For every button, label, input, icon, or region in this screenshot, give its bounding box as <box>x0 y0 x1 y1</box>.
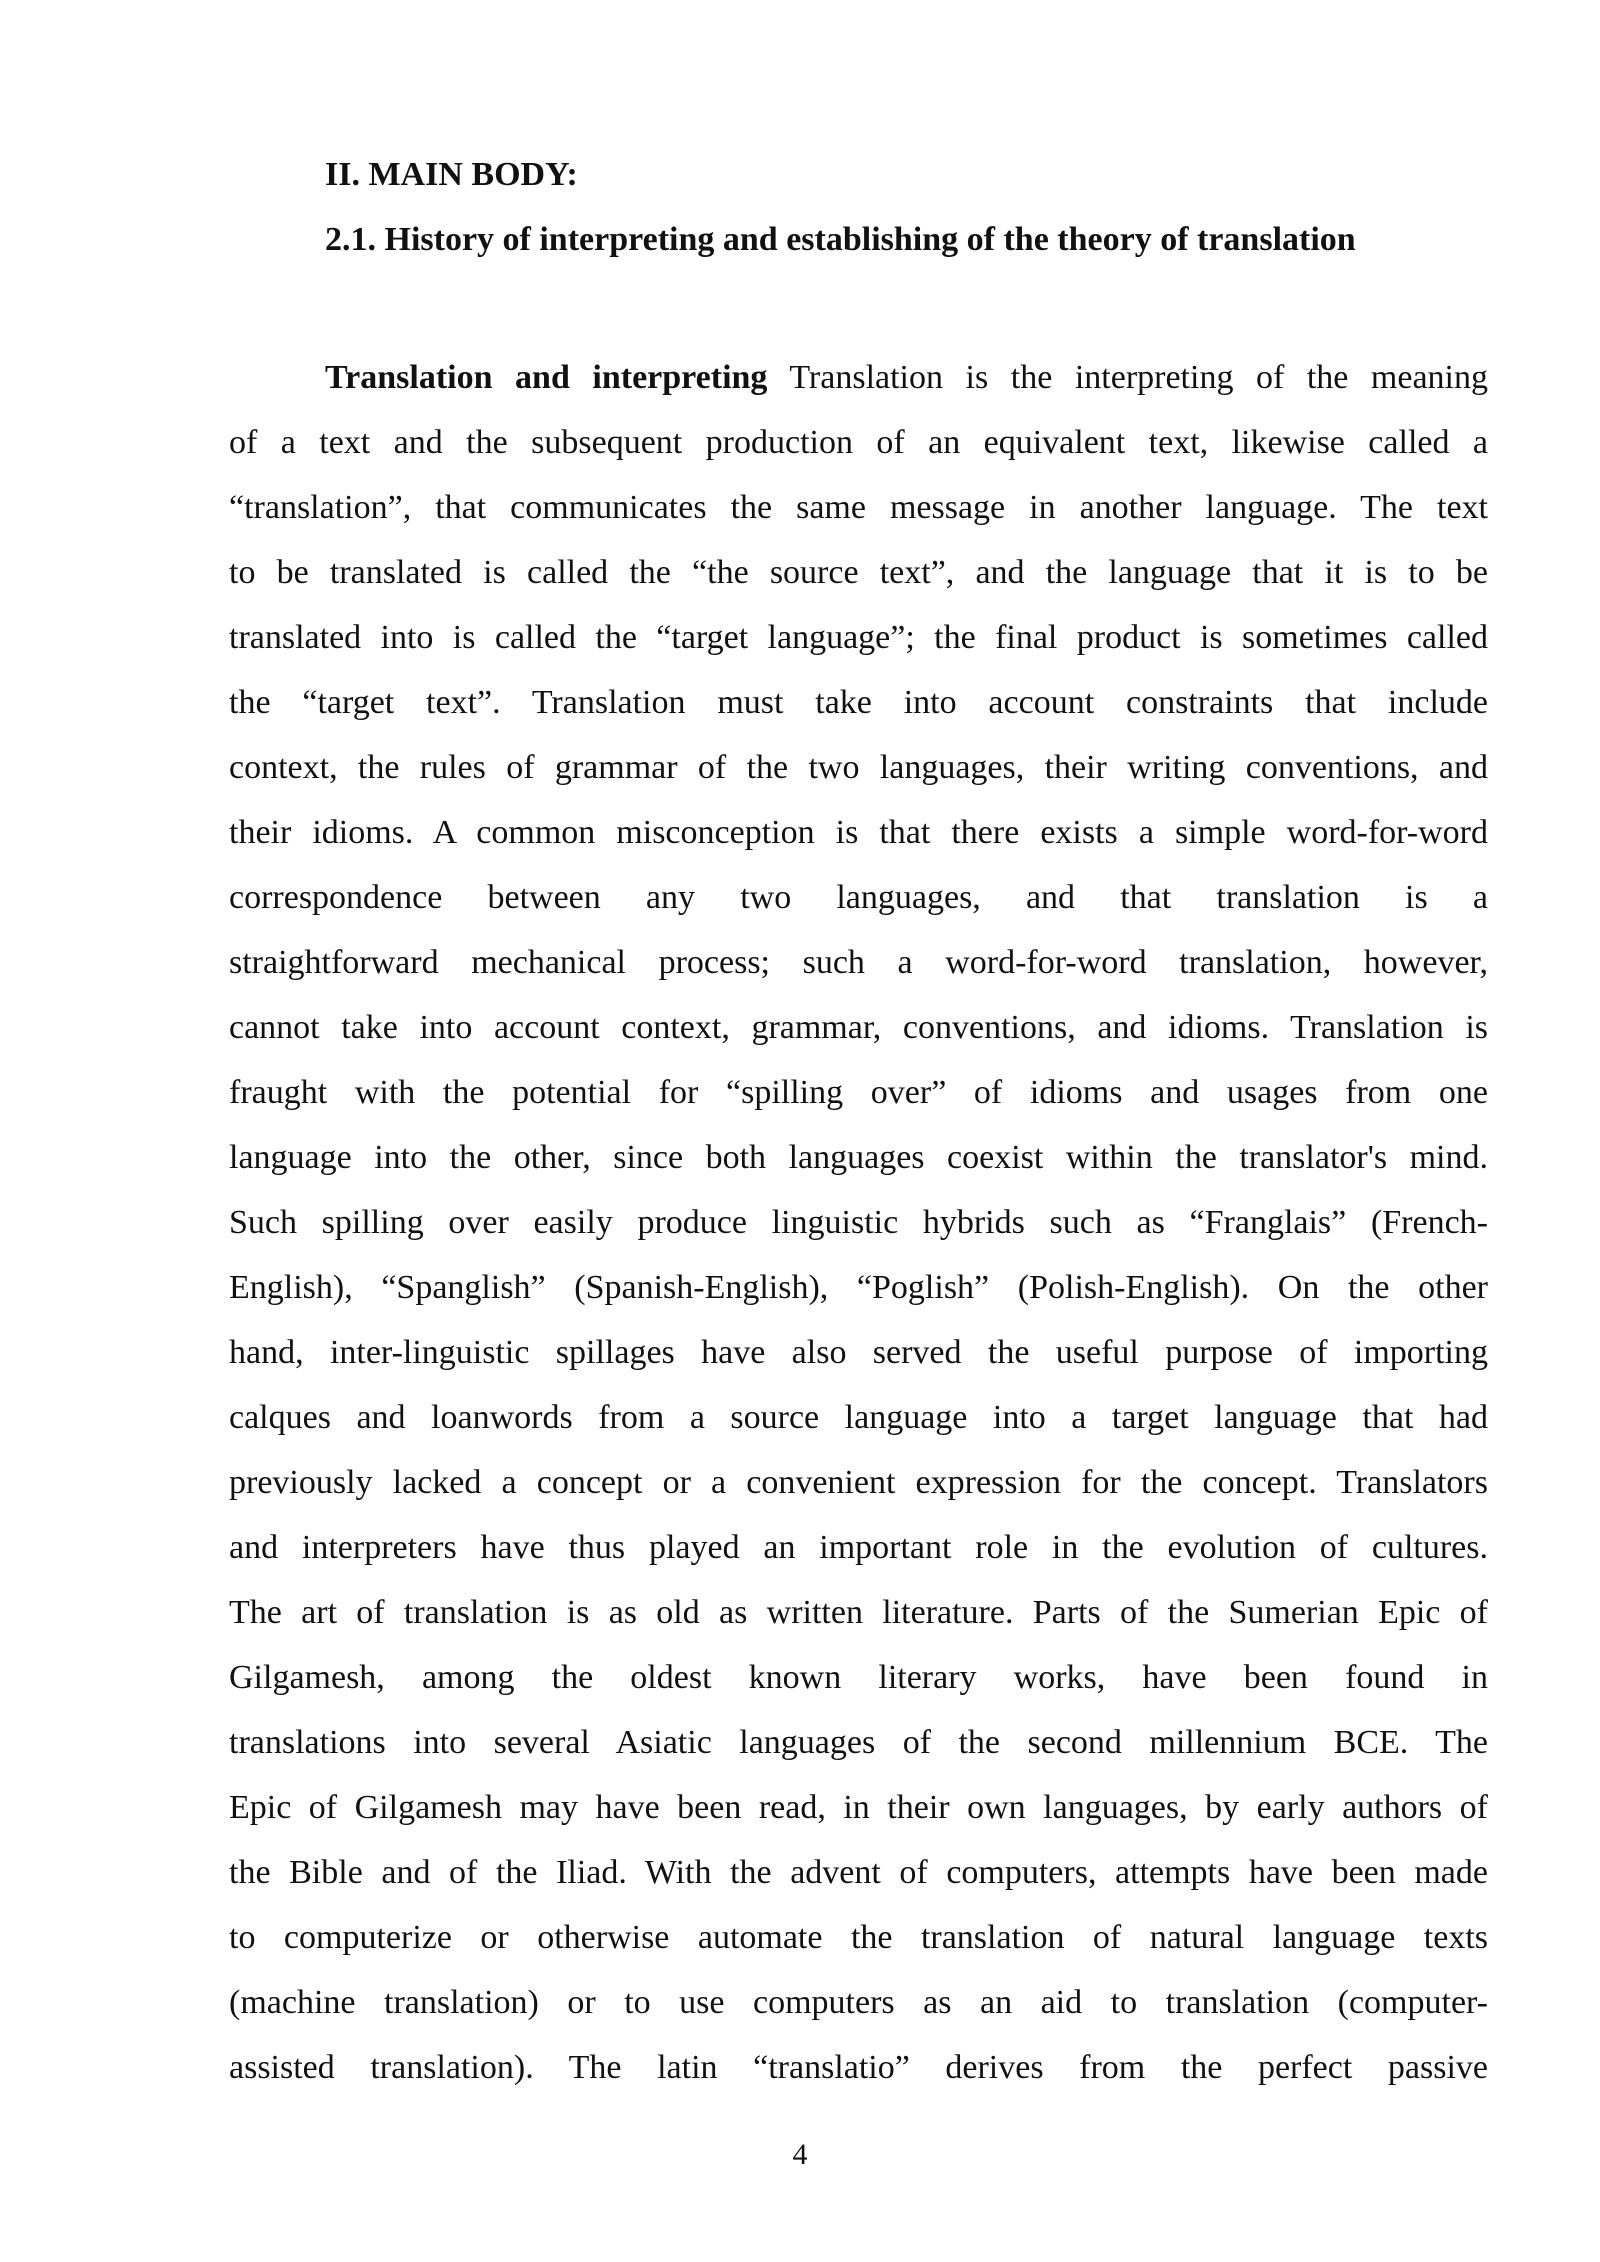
paragraph-line: of a text and the subsequent production of an equivalent text, likewise called a <box>229 424 1488 461</box>
paragraph-line: translated into is called the “target language”; the final product is sometimes called <box>229 619 1488 656</box>
body-paragraph <box>229 345 1488 2100</box>
paragraph-line: “translation”, that communicates the same message in another language. The text <box>229 489 1488 526</box>
paragraph-line: Gilgamesh, among the oldest known literary works, have been found in <box>229 1659 1488 1696</box>
paragraph-line: and interpreters have thus played an important role in the evolution of cultures. <box>229 1529 1488 1566</box>
run-in-heading: Translation and interpreting <box>325 359 768 396</box>
paragraph-line: correspondence between any two languages, and that translation is a <box>229 879 1488 916</box>
paragraph-line: previously lacked a concept or a convenient expression for the concept. Translators <box>229 1464 1488 1501</box>
paragraph-line: Such spilling over easily produce linguistic hybrids such as “Franglais” (French- <box>229 1204 1488 1241</box>
paragraph-line: straightforward mechanical process; such a word-for-word translation, however, <box>229 944 1488 981</box>
paragraph-line: cannot take into account context, grammar, conventions, and idioms. Translation is <box>229 1009 1488 1046</box>
paragraph-line: The art of translation is as old as written literature. Parts of the Sumerian Epic of <box>229 1594 1488 1631</box>
paragraph-line: language into the other, since both languages coexist within the translator's mind. <box>229 1139 1488 1176</box>
paragraph-line: translations into several Asiatic languages of the second millennium BCE. The <box>229 1724 1488 1761</box>
paragraph-line: the Bible and of the Iliad. With the advent of computers, attempts have been made <box>229 1854 1488 1891</box>
paragraph-line: their idioms. A common misconception is that there exists a simple word-for-word <box>229 814 1488 851</box>
paragraph-line: Epic of Gilgamesh may have been read, in their own languages, by early authors of <box>229 1789 1488 1826</box>
paragraph-line: fraught with the potential for “spilling over” of idioms and usages from one <box>229 1074 1488 1111</box>
paragraph-line: to be translated is called the “the source text”, and the language that it is to be <box>229 554 1488 591</box>
paragraph-line: to computerize or otherwise automate the translation of natural language texts <box>229 1919 1488 1956</box>
section-heading: II. MAIN BODY: <box>325 156 578 193</box>
paragraph-line: the “target text”. Translation must take into account constraints that include <box>229 684 1488 721</box>
paragraph-line: hand, inter-linguistic spillages have also served the useful purpose of importing <box>229 1334 1488 1371</box>
paragraph-line: English), “Spanglish” (Spanish-English), “Poglish” (Polish-English). On the other <box>229 1269 1488 1306</box>
page-number: 4 <box>792 2138 808 2171</box>
paragraph-line <box>229 345 1488 410</box>
paragraph-line: assisted translation). The latin “translatio” derives from the perfect passive <box>229 2049 1488 2086</box>
paragraph-line: context, the rules of grammar of the two languages, their writing conventions, and <box>229 749 1488 786</box>
paragraph-line: (machine translation) or to use computers as an aid to translation (computer- <box>229 1984 1488 2021</box>
paragraph-line: calques and loanwords from a source language into a target language that had <box>229 1399 1488 1436</box>
subsection-heading: 2.1. History of interpreting and establishing of the theory of translation <box>325 221 1356 258</box>
paragraph-line-text: Translation is the interpreting of the meaning <box>767 359 1488 396</box>
